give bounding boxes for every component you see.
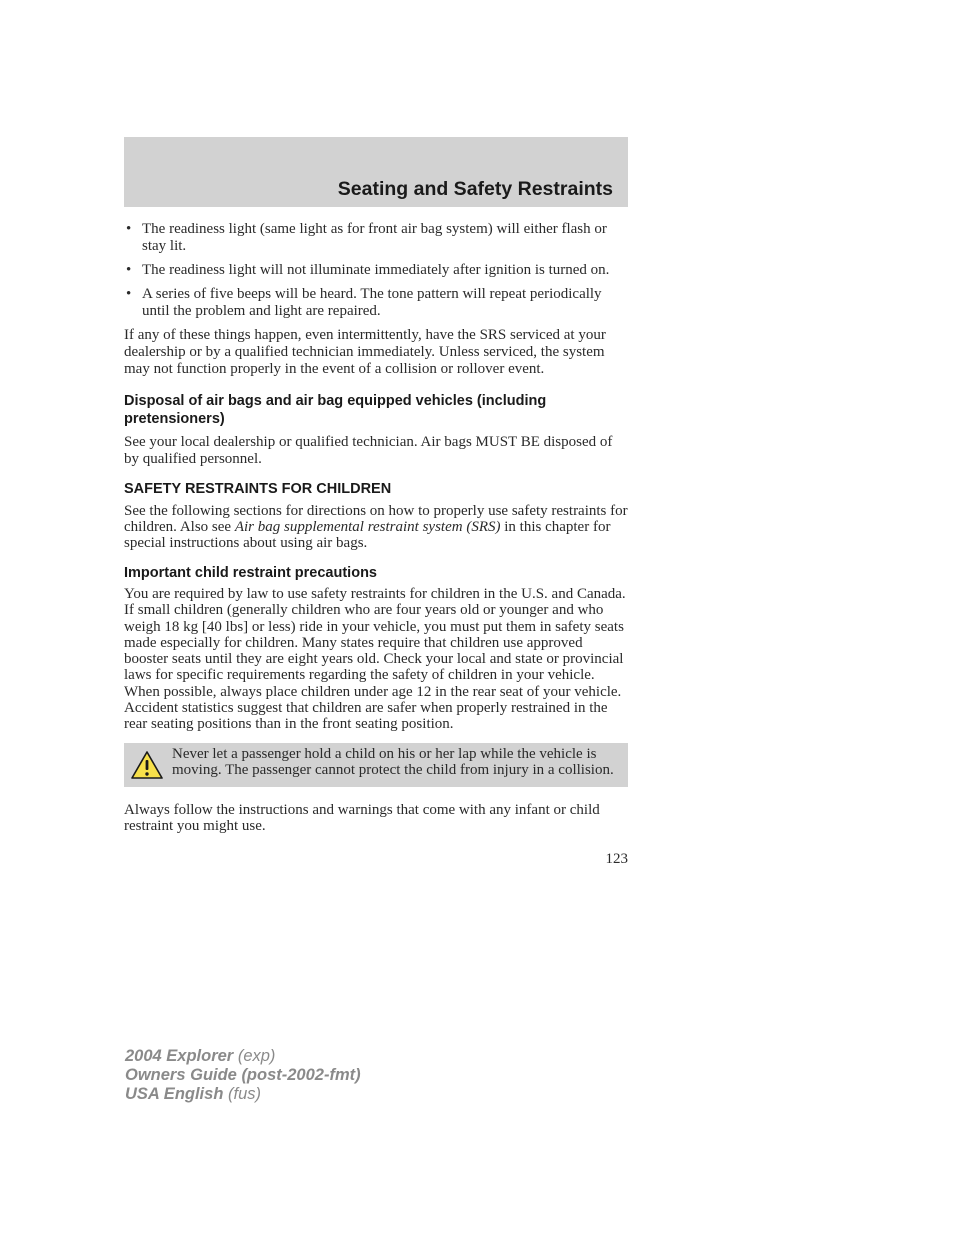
footer-model: 2004 Explorer <box>125 1047 234 1065</box>
footer-line-guide <box>125 1066 361 1085</box>
disposal-paragraph: See your local dealership or qualified technician. Air bags MUST BE disposed of by qualified personnel. <box>124 434 613 467</box>
section-header-band <box>124 137 628 207</box>
page-number: 123 <box>605 850 628 867</box>
footer-language-code: (fus) <box>223 1085 261 1103</box>
disposal-heading: Disposal of air bags and air bag equipped vehicles (including pretensioners) <box>124 393 547 427</box>
children-paragraph <box>124 503 628 551</box>
srs-service-paragraph: If any of these things happen, even intermittently, have the SRS serviced at your dealership or by a qualified technician immediately. Unless serviced, the system may not function properly in the event of a collision or rollover event. <box>124 327 606 377</box>
bullet-text: A series of five beeps will be heard. The tone pattern will repeat periodically until the problem and light are repaired. <box>142 286 602 319</box>
children-text-start: See the following sections for directions on how to properly use safety restraints for children. Also see <box>124 503 628 535</box>
precautions-heading: Important child restraint precautions <box>124 565 377 581</box>
bullet-text: The readiness light will not illuminate immediately after ignition is turned on. <box>142 262 610 278</box>
footer-guide: Owners Guide (post-2002-fmt) <box>125 1066 361 1084</box>
precautions-paragraph: You are required by law to use safety restraints for children in the U.S. and Canada. If small children (generally children who are four years old or younger and who weigh 18 kg [40 lbs] or less) ride in your vehicle, you must put them in safety seats made especially for children. Many states require that children use approved booster seats until they are eight years old. Check your local and state or provincial laws for specific requirements regarding the safety of children in your vehicle. When possible, always place children under age 12 in the rear seat of your vehicle. Accident statistics suggest that children are safer when properly restrained in the rear seating positions than in the front seating position. <box>124 586 626 733</box>
list-item <box>124 221 628 255</box>
children-text-end: in this chapter for special instructions about using air bags. <box>124 519 611 551</box>
closing-paragraph: Always follow the instructions and warnings that come with any infant or child restraint you might use. <box>124 801 600 835</box>
bullet-glyph: • <box>126 286 132 302</box>
readiness-bullet-list <box>124 221 628 320</box>
warning-box <box>124 743 628 787</box>
footer-language: USA English <box>125 1085 224 1103</box>
footer-line-language <box>125 1085 361 1104</box>
bullet-text: The readiness light (same light as for front air bag system) will either flash or stay lit. <box>142 221 607 254</box>
warning-text: Never let a passenger hold a child on his or her lap while the vehicle is moving. The passenger cannot protect the child from injury in a collision. <box>172 745 614 779</box>
footer-model-code: (exp) <box>233 1047 276 1065</box>
children-heading: SAFETY RESTRAINTS FOR CHILDREN <box>124 481 392 497</box>
section-title: Seating and Safety Restraints <box>337 178 613 200</box>
list-item <box>124 286 628 320</box>
warning-triangle-icon <box>130 750 164 780</box>
bullet-glyph: • <box>126 221 132 237</box>
bullet-glyph: • <box>126 262 132 278</box>
footer-line-model <box>125 1047 361 1066</box>
manual-page <box>124 137 628 868</box>
children-text-italic: Air bag supplemental restraint system (SRS) <box>234 519 501 535</box>
list-item <box>124 262 628 279</box>
document-footer <box>125 1047 361 1104</box>
